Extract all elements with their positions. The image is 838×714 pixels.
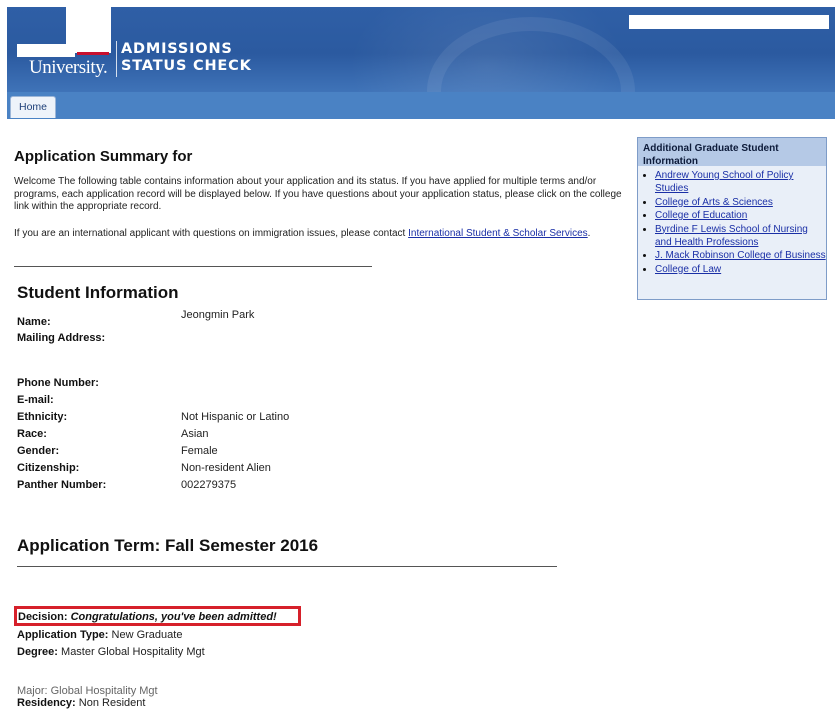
sidebar-item [655, 196, 826, 209]
sidebar-heading: Additional Graduate Student Information [638, 138, 826, 166]
citizenship-value: Non-resident Alien [181, 462, 271, 474]
welcome-text: Welcome The following table contains information about your application and its status. If you have applied for multiple terms and/or programs, each application record will be displayed below. If you have questions about your application status, please click on the college link within the appropriate record. [14, 176, 622, 212]
residency-label: Residency: [17, 697, 76, 709]
nav-bar [7, 92, 835, 119]
page-title: Application Summary for [14, 148, 193, 165]
intl-prefix: If you are an international applicant with questions on immigration issues, please contact [14, 228, 409, 239]
divider [14, 266, 372, 267]
application-term-heading: Application Term: Fall Semester 2016 [17, 536, 319, 555]
name-label: Name: [17, 316, 51, 328]
application-type-value: New Graduate [111, 629, 183, 641]
major-line-partial [17, 685, 167, 697]
logo-wordmark-top [17, 44, 75, 57]
sidebar-item [655, 263, 826, 276]
sidebar-link-law[interactable]: College of Law [655, 263, 722, 275]
sidebar-link-business[interactable]: J. Mack Robinson College of Business [655, 250, 826, 262]
sidebar-item [655, 223, 826, 250]
sidebar-item [655, 249, 826, 262]
app-title-line1: ADMISSIONS [121, 41, 233, 57]
sidebar-item [655, 209, 826, 222]
panther-number-value: 002279375 [181, 479, 237, 491]
residency-value: Non Resident [78, 697, 146, 709]
student-info-heading: Student Information [17, 283, 179, 302]
sidebar-item [655, 169, 826, 196]
application-type-line [17, 629, 182, 641]
name-value [181, 309, 255, 321]
sidebar-link-nursing[interactable]: Byrdine F Lewis School of Nursing and Health Professions [655, 223, 808, 249]
application-type-label: Application Type: [17, 629, 109, 641]
citizenship-label: Citizenship: [17, 462, 80, 474]
app-title-line2: STATUS CHECK [121, 58, 252, 74]
divider [17, 566, 557, 567]
degree-line [17, 646, 205, 658]
email-label: E-mail: [17, 394, 54, 406]
mailing-address-label: Mailing Address: [17, 332, 106, 344]
race-value: Asian [181, 428, 209, 440]
university-logo-text[interactable]: University. [29, 57, 108, 78]
international-note [14, 228, 624, 241]
sidebar-link-andrew-young[interactable]: Andrew Young School of Policy Studies [655, 170, 794, 195]
logo-red-bar [77, 52, 109, 55]
name-value-text: Jeongmin Park [181, 309, 255, 321]
brand-divider [116, 41, 117, 77]
search-input[interactable] [629, 15, 829, 29]
ethnicity-label: Ethnicity: [17, 411, 68, 423]
header-banner [7, 7, 835, 92]
phone-label: Phone Number: [17, 377, 99, 389]
sidebar-link-list [638, 169, 826, 276]
major-partial-text: Major: Global Hospitality Mgt [17, 685, 158, 697]
gender-label: Gender: [17, 445, 60, 457]
panther-number-label: Panther Number: [17, 479, 107, 491]
residency-line [17, 697, 145, 709]
decision-line [18, 611, 277, 623]
app-title [121, 41, 252, 75]
degree-value: Master Global Hospitality Mgt [61, 646, 205, 658]
decision-value: Congratulations, you've been admitted! [70, 611, 277, 623]
race-label: Race: [17, 428, 47, 440]
banner-swirl-ring [427, 17, 635, 165]
sidebar-link-education[interactable]: College of Education [655, 210, 748, 222]
intl-suffix: . [587, 228, 591, 239]
degree-label: Degree: [17, 646, 58, 658]
sidebar-panel [637, 137, 827, 300]
gender-value: Female [181, 445, 218, 457]
sidebar-link-arts-sciences[interactable]: College of Arts & Sciences [655, 196, 773, 208]
tab-home[interactable]: Home [10, 96, 56, 118]
decision-label: Decision: [18, 611, 68, 623]
intl-student-services-link[interactable]: International Student & Scholar Services [408, 228, 588, 239]
ethnicity-value: Not Hispanic or Latino [181, 411, 290, 423]
